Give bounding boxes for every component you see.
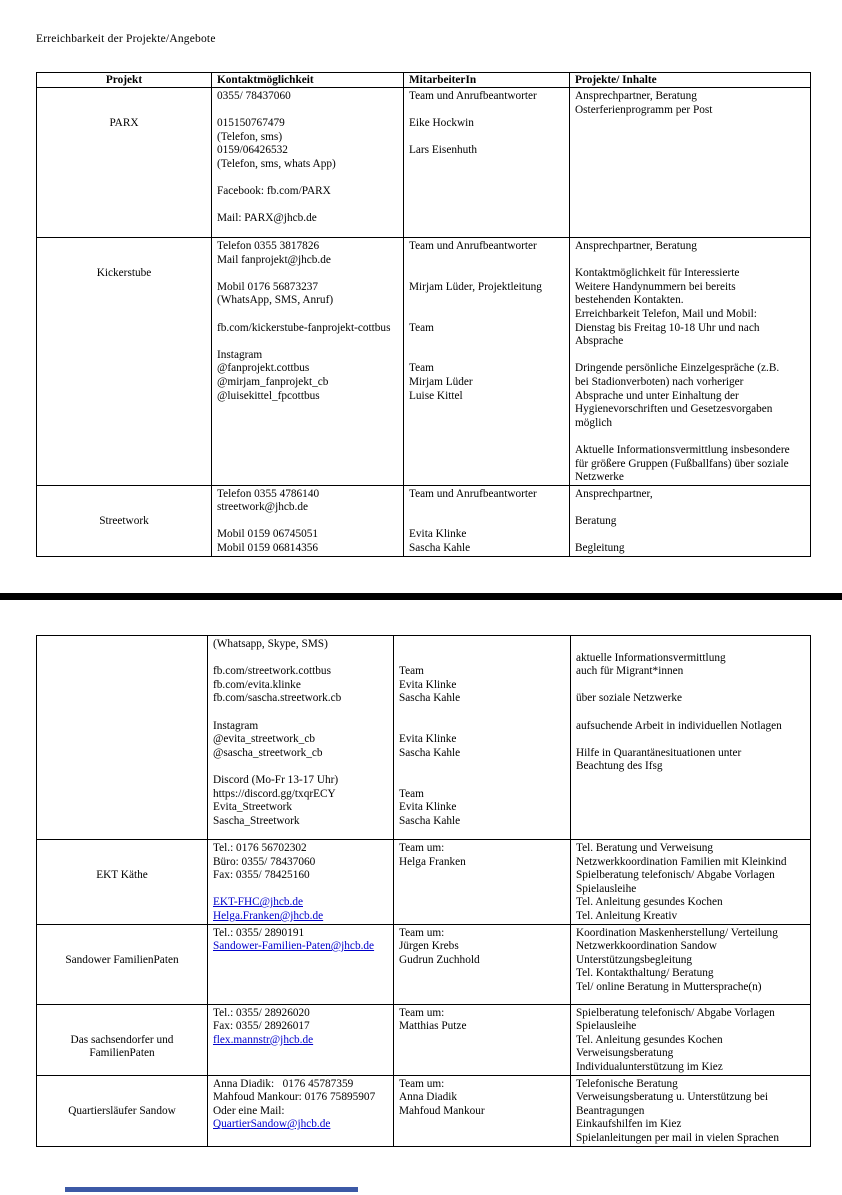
project-name-line: Quartiersläufer Sandow [68,1104,176,1117]
text-line: Tel. Anleitung Kreativ [576,909,678,922]
text-line [217,267,400,281]
text-line: Beratung [575,514,617,527]
content-cell [571,840,811,925]
text-line: Ansprechpartner, Beratung [575,240,697,252]
text-line [40,90,208,104]
staff-cell [394,1005,571,1076]
text-line: aufsuchende Arbeit in individuellen Notlagen [576,719,782,732]
text-line: @sascha_streetwork_cb [213,746,323,759]
text-line [575,349,807,363]
text-line [40,1020,204,1034]
project-cell [37,1076,208,1147]
text-line: Tel. Beratung und Verweisung [576,842,714,854]
text-line: Hygienevorschriften und Gesetzesvorgaben [575,403,773,416]
project-cell [37,925,208,1005]
text-line [40,254,208,268]
text-line: Dienstag bis Freitag 10-18 Uhr und nach [575,321,760,334]
text-line: für größere Gruppen (Fußballfans) über soziale [575,457,789,470]
text-line: Mirjam Lüder, Projektleitung [409,280,542,293]
text-line: Helga Franken [399,855,466,868]
text-line: Matthias Putze [399,1020,467,1033]
text-line: Netzwerkkoordination Sandow [576,940,717,953]
text-line [213,652,390,666]
content-cell [570,88,811,238]
staff-cell [404,238,570,486]
text-line [40,1007,204,1021]
text-line: Oder eine Mail: [213,1104,285,1117]
table-row [37,925,811,1005]
staff-cell [404,486,570,557]
text-line: Mail fanprojekt@jhcb.de [217,253,331,266]
text-line: Mail: PARX@jhcb.de [217,212,317,225]
text-line [217,515,400,529]
text-line: Eike Hockwin [409,117,474,130]
contact-cell [208,1076,394,1147]
text-line: fb.com/streetwork.cottbus [213,665,331,678]
text-line: Mahfoud Mankour [399,1104,485,1117]
text-line: Team um: [399,1077,445,1090]
project-name-line: FamilienPaten [89,1047,155,1060]
project-name-line: EKT Käthe [96,869,148,882]
text-line: Evita Klinke [399,678,457,691]
project-name-line: Kickerstube [96,267,152,280]
text-line [409,501,566,515]
text-line: Koordination Maskenherstellung/ Verteilung [576,926,778,939]
text-line [409,335,566,349]
text-line: Fax: 0355/ 78425160 [213,869,310,882]
text-line: 015150767479 [217,117,285,130]
text-line: @evita_streetwork_cb [213,733,315,746]
text-line [40,1078,204,1092]
contact-cell [208,840,394,925]
text-line [213,883,390,897]
header-row [37,73,811,88]
text-line: Team um: [399,926,445,939]
text-line [213,1118,390,1132]
text-line: @mirjam_fanprojekt_cb [217,375,329,388]
content-cell [571,1076,811,1147]
text-line: Jürgen Krebs [399,940,459,953]
table-row [37,238,811,486]
text-line: Absprache [575,335,624,348]
text-line: Tel. Anleitung gesundes Kochen [576,1033,723,1046]
text-line: Unterstützungsbegleitung [576,953,693,966]
email-link[interactable]: Sandower-Familien-Paten@jhcb.de [213,940,375,953]
text-line: Fax: 0355/ 28926017 [213,1020,310,1033]
column-header-projekt: Projekt [37,73,212,88]
text-line: Team und Anrufbeantworter [409,487,537,500]
project-name-line: Das sachsendorfer und [70,1033,174,1046]
text-line [217,308,400,322]
text-line: Team um: [399,842,445,854]
text-line [40,856,204,870]
text-line: Facebook: fb.com/PARX [217,185,331,198]
contact-cell [212,486,404,557]
text-line: Team und Anrufbeantworter [409,90,537,102]
contact-cell [208,1005,394,1076]
text-line: Sascha Kahle [399,814,461,827]
text-line [40,842,204,856]
text-line: Mirjam Lüder [409,375,473,388]
text-line [575,254,807,268]
text-line: Dringende persönliche Einzelgespräche (z.B. [575,362,780,375]
text-line: (Whatsapp, Skype, SMS) [213,638,328,650]
text-line: Team und Anrufbeantworter [409,240,537,252]
text-line: Anna Diadik [399,1091,458,1104]
text-line: Luise Kittel [409,389,463,402]
contact-cell [208,636,394,840]
content-cell [571,1005,811,1076]
text-line: Hilfe in Quarantänesituationen unter [576,746,742,759]
text-line: Tel/ online Beratung in Muttersprache(n) [576,980,762,993]
text-line: Netzwerkkoordination Familien mit Kleinkind [576,855,787,868]
table-erreichbarkeit-1 [36,72,811,557]
text-line [399,706,567,720]
footer-blue-bar [65,1187,358,1192]
text-line: Tel.: 0176 56702302 [213,842,307,854]
text-line: Verweisungsberatung u. Unterstützung bei [576,1091,769,1104]
staff-cell [394,925,571,1005]
text-line: Aktuelle Informationsvermittlung insbesondere [575,443,790,456]
text-line: fb.com/kickerstube-fanprojekt-cottbus [217,321,391,334]
text-line [40,940,204,954]
contact-cell [208,925,394,1005]
text-line: Spielberatung telefonisch/ Abgabe Vorlagen [576,869,775,882]
text-line: Team um: [399,1006,445,1019]
text-line: Telefon 0355 3817826 [217,240,320,252]
text-line: Instagram [217,348,263,361]
email-link[interactable]: flex.mannstr@jhcb.de [213,1033,314,1046]
text-line: Evita Klinke [399,801,457,814]
text-line: Tel.: 0355/ 28926020 [213,1006,310,1019]
section-divider [0,593,842,600]
text-line: (WhatsApp, SMS, Anruf) [217,294,334,307]
text-line: Verweisungsberatung [576,1047,674,1060]
text-line: aktuelle Informationsvermittlung [576,651,726,664]
text-line [40,501,208,515]
text-line: Sascha_Streetwork [213,814,300,827]
text-line [409,104,566,118]
text-line: Spielanleitungen per mail in vielen Sprachen [576,1131,779,1144]
text-line: 0355/ 78437060 [217,90,291,102]
text-line: Ansprechpartner, [575,487,653,500]
text-line [40,927,204,941]
text-line: Begleitung [575,542,625,555]
content-cell [571,925,811,1005]
text-line [217,199,400,213]
project-cell [37,1005,208,1076]
text-line [576,638,807,652]
text-line: @luisekittel_fpcottbus [217,389,320,402]
project-cell [37,88,212,238]
table-row [37,636,811,840]
text-line: https://discord.gg/txqrECY [213,787,336,800]
text-line [409,308,566,322]
text-line [213,706,390,720]
text-line: Team [399,665,424,678]
text-line: Anna Diadik: 0176 45787359 [213,1077,354,1090]
text-line [575,528,807,542]
text-line: Weitere Handynummern bei bereits [575,280,736,293]
contact-cell [212,88,404,238]
staff-cell [394,840,571,925]
text-line [40,104,208,118]
text-line: auch für Migrant*innen [576,665,684,678]
text-line: Absprache und unter Einhaltung der [575,389,739,402]
text-line [409,267,566,281]
text-line [217,104,400,118]
text-line: Instagram [213,719,259,732]
text-line: Sascha Kahle [399,746,461,759]
text-line: @fanprojekt.cottbus [217,362,310,375]
text-line: Erreichbarkeit Telefon, Mail und Mobil: [575,307,757,320]
text-line: Einkaufshilfen im Kiez [576,1118,682,1131]
table-row [37,486,811,557]
text-line: Sascha Kahle [409,542,471,555]
text-line: Evita_Streetwork [213,801,293,814]
table-row [37,840,811,925]
column-header-kontaktmoeglichkeit: Kontaktmöglichkeit [212,73,404,88]
text-line: Evita Klinke [409,528,467,541]
text-line: Beantragungen [576,1104,645,1117]
text-line [217,335,400,349]
text-line: Individualunterstützung im Kiez [576,1060,723,1073]
table-erreichbarkeit-2 [36,635,811,1147]
text-line [399,760,567,774]
text-line: über soziale Netzwerke [576,692,683,705]
text-line: möglich [575,416,613,429]
text-line [399,720,567,734]
text-line [213,910,390,924]
text-line: Team [409,321,434,334]
text-line: Tel. Kontakthaltung/ Beratung [576,967,714,980]
text-line: Ansprechpartner, Beratung [575,90,697,102]
project-name-line: Streetwork [99,514,149,527]
text-line: Mobil 0159 06745051 [217,528,319,541]
text-line: Discord (Mo-Fr 13-17 Uhr) [213,773,339,786]
text-line: fb.com/sascha.streetwork.cb [213,692,342,705]
text-line [40,1091,204,1105]
staff-cell [404,88,570,238]
text-line: Sascha Kahle [399,692,461,705]
text-line: bestehenden Kontakten. [575,294,684,307]
text-line [213,896,390,910]
project-cell [37,840,208,925]
text-line [409,349,566,363]
text-line [40,240,208,254]
text-line [409,294,566,308]
text-line: streetwork@jhcb.de [217,501,309,514]
project-name-line: PARX [109,117,139,130]
text-line: Tel. Anleitung gesundes Kochen [576,896,723,909]
email-link[interactable]: QuartierSandow@jhcb.de [213,1118,331,1131]
contact-cell [212,238,404,486]
text-line: Beachtung des Ifsg [576,760,663,773]
text-line [576,706,807,720]
text-line [399,638,567,652]
text-line [217,172,400,186]
column-header-projekte-inhalte: Projekte/ Inhalte [570,73,811,88]
text-line: 0159/06426532 [217,144,288,157]
text-line [399,774,567,788]
text-line: Team [399,787,424,800]
text-line: Mobil 0176 56873237 [217,280,319,293]
email-link[interactable]: EKT-FHC@jhcb.de [213,896,303,909]
text-line: Osterferienprogramm per Post [575,103,713,116]
table-row [37,1005,811,1076]
staff-cell [394,1076,571,1147]
text-line [576,679,807,693]
text-line [576,733,807,747]
staff-cell [394,636,571,840]
text-line: Spielberatung telefonisch/ Abgabe Vorlagen [576,1006,775,1019]
text-line: Kontaktmöglichkeit für Interessierte [575,267,740,280]
text-line: (Telefon, sms, whats App) [217,157,336,170]
text-line: Mobil 0159 06814356 [217,542,319,555]
project-name-line: Sandower FamilienPaten [65,953,179,966]
project-cell [37,486,212,557]
text-line: Tel.: 0355/ 2890191 [213,926,305,939]
text-line: Telefon 0355 4786140 [217,487,320,500]
text-line: Telefonische Beratung [576,1077,678,1090]
text-line: Lars Eisenhuth [409,144,478,157]
email-link[interactable]: Helga.Franken@jhcb.de [213,909,324,922]
text-line [409,254,566,268]
text-line: Gudrun Zuchhold [399,953,480,966]
text-line: Spielausleihe [576,1020,637,1033]
text-line: bei Stadionverboten) nach vorheriger [575,375,744,388]
project-cell [37,636,208,840]
page-title: Erreichbarkeit der Projekte/Angebote [36,33,216,45]
content-cell [570,486,811,557]
text-line: Netzwerke [575,471,624,484]
text-line [409,131,566,145]
text-line: Evita Klinke [399,733,457,746]
text-line [575,430,807,444]
text-line: Team [409,362,434,375]
content-cell [570,238,811,486]
text-line: Büro: 0355/ 78437060 [213,855,316,868]
project-cell [37,238,212,486]
text-line [213,1034,390,1048]
text-line [399,652,567,666]
table-row [37,1076,811,1147]
text-line: Spielausleihe [576,882,637,895]
text-line: (Telefon, sms) [217,130,283,143]
text-line: Mahfoud Mankour: 0176 75895907 [213,1091,376,1104]
text-line [213,940,390,954]
text-line [213,760,390,774]
text-line [40,488,208,502]
content-cell [571,636,811,840]
text-line [575,501,807,515]
text-line [409,515,566,529]
text-line: fb.com/evita.klinke [213,678,301,691]
column-header-mitarbeiterin: MitarbeiterIn [404,73,570,88]
table-row [37,88,811,238]
